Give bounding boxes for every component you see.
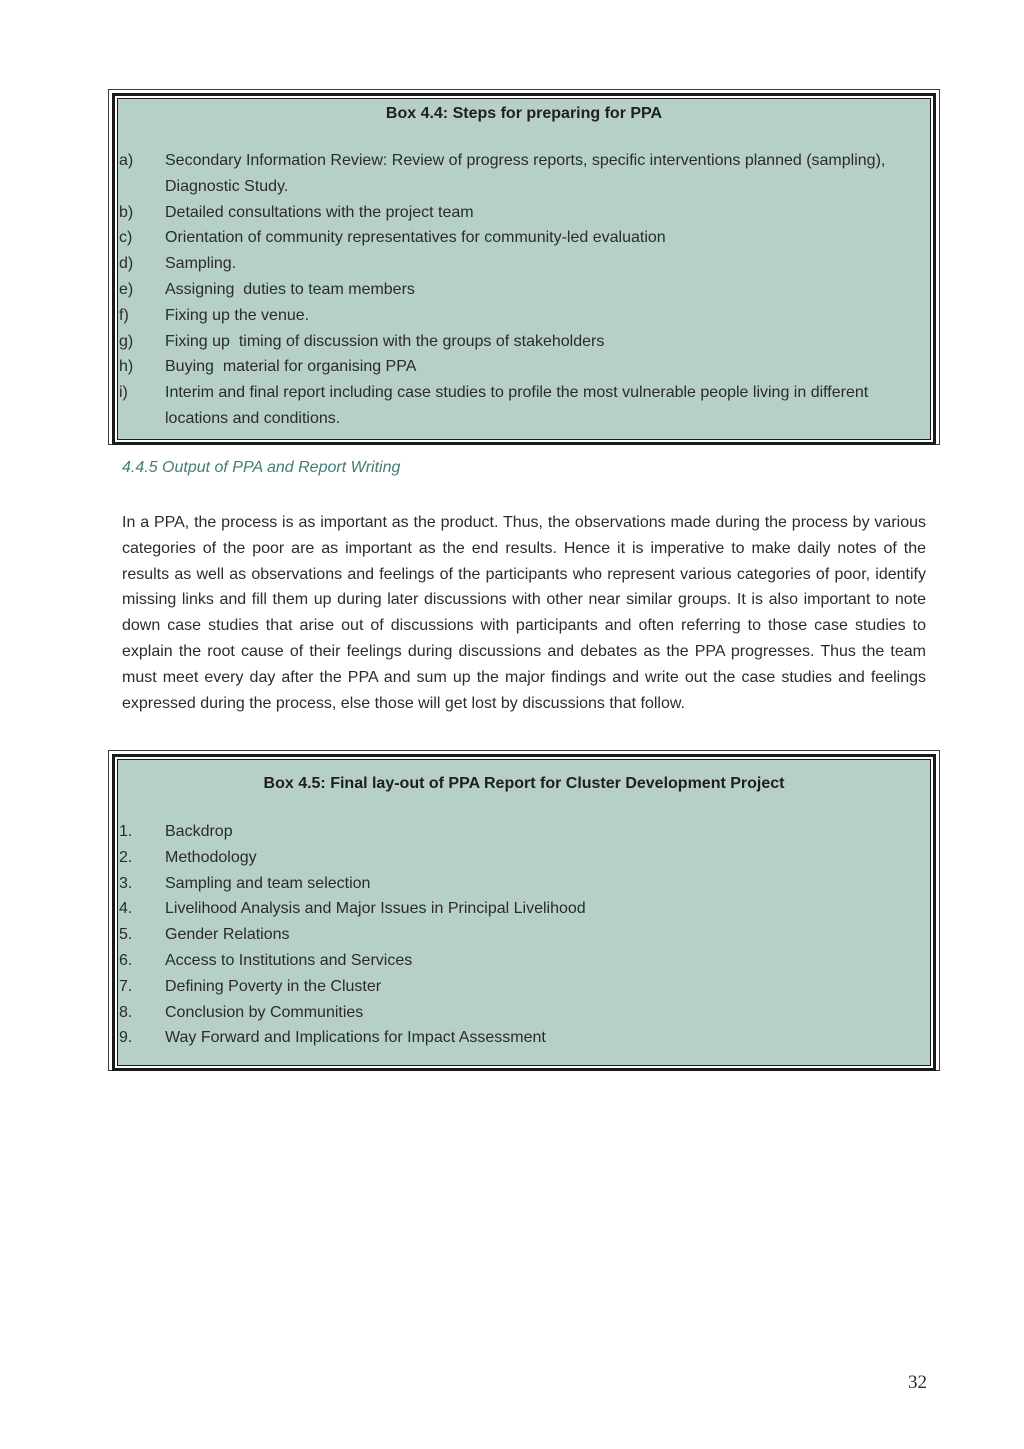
list-item	[118, 871, 930, 897]
list-item-text: Fixing up the venue.	[165, 306, 310, 324]
list-item-text: Access to Institutions and Services	[165, 951, 413, 969]
list-marker: d)	[119, 255, 134, 273]
list-item-text: Gender Relations	[165, 926, 290, 944]
list-item-text: Methodology	[165, 848, 257, 866]
box-4-4	[108, 89, 940, 445]
list-item-text: Secondary Information Review: Review of progress reports, specific interventions planned (sampling), Diagnostic Study.	[165, 152, 886, 195]
list-item	[118, 922, 930, 948]
box-4-4-title: Box 4.4: Steps for preparing for PPA	[385, 105, 663, 122]
list-marker: f)	[119, 306, 129, 324]
list-item	[118, 277, 930, 303]
list-item-text: Assigning duties to team members	[165, 280, 415, 298]
list-item	[118, 1000, 930, 1026]
list-marker: 9.	[119, 1029, 133, 1047]
list-item	[118, 845, 930, 871]
list-item	[118, 974, 930, 1000]
list-marker: 1.	[119, 823, 133, 840]
list-marker: a)	[119, 152, 134, 169]
list-item-text: Conclusion by Communities	[165, 1003, 364, 1021]
list-item-text: Sampling.	[165, 255, 237, 273]
list-item	[118, 329, 930, 355]
list-marker: 4.	[119, 900, 133, 918]
list-item	[118, 1025, 930, 1051]
list-item	[118, 948, 930, 974]
list-item-text: Way Forward and Implications for Impact Assessment	[165, 1029, 546, 1047]
body-paragraph: In a PPA, the process is as important as the product. Thus, the observations made during the process by various categories of the poor are as important as the end results. Hence it is imperative to make daily notes of the results as well as observations and feelings of the participants who represent various categories of poor, identify missing links and fill them up during later discussions with other near similar groups. It is also important to note down case studies that arise out of discussions with participants and often referring to those case studies to explain the root cause of their feelings during discussions and debates as the PPA progresses. Thus the team must meet every day after the PPA and sum up the major findings and write out the case studies and feelings expressed during the process, else those will get lost by discussions that follow.	[122, 514, 926, 712]
list-marker: 5.	[119, 926, 133, 944]
list-item-text: Buying material for organising PPA	[165, 358, 417, 376]
list-item	[118, 251, 930, 277]
list-item-text: Backdrop	[165, 823, 233, 840]
list-marker: e)	[119, 280, 134, 298]
list-marker: 8.	[119, 1003, 133, 1021]
page-number: 32	[908, 1372, 927, 1393]
list-marker: 2.	[119, 848, 133, 866]
box-4-5-title: Box 4.5: Final lay-out of PPA Report for Cluster Development Project	[263, 775, 785, 792]
list-item	[118, 148, 930, 200]
list-marker: c)	[119, 229, 133, 247]
list-item	[118, 225, 930, 251]
list-item-text: Fixing up timing of discussion with the groups of stakeholders	[165, 332, 605, 350]
list-marker: h)	[119, 358, 134, 376]
list-item-text: Livelihood Analysis and Major Issues in Principal Livelihood	[165, 900, 586, 918]
list-item	[118, 303, 930, 329]
list-item-text: Detailed consultations with the project team	[165, 203, 474, 221]
list-marker: 3.	[119, 874, 133, 892]
list-item-text: Sampling and team selection	[165, 874, 371, 892]
box-4-5	[108, 750, 940, 1071]
list-item	[118, 819, 930, 845]
list-item	[118, 200, 930, 226]
list-marker: 6.	[119, 951, 133, 969]
box-4-4-list	[118, 148, 930, 432]
list-marker: 7.	[119, 977, 133, 995]
list-item	[118, 354, 930, 380]
list-marker: g)	[119, 332, 134, 350]
section-heading: 4.4.5 Output of PPA and Report Writing	[122, 459, 401, 476]
list-item-text: Interim and final report including case studies to profile the most vulnerable people living in different locations and conditions.	[165, 384, 869, 427]
list-item-text: Defining Poverty in the Cluster	[165, 977, 382, 995]
list-marker: b)	[119, 203, 134, 221]
list-item-text: Orientation of community representatives for community-led evaluation	[165, 229, 666, 247]
list-marker: i)	[119, 384, 128, 402]
list-item	[118, 380, 930, 432]
box-4-5-list	[118, 819, 930, 1051]
list-item	[118, 896, 930, 922]
